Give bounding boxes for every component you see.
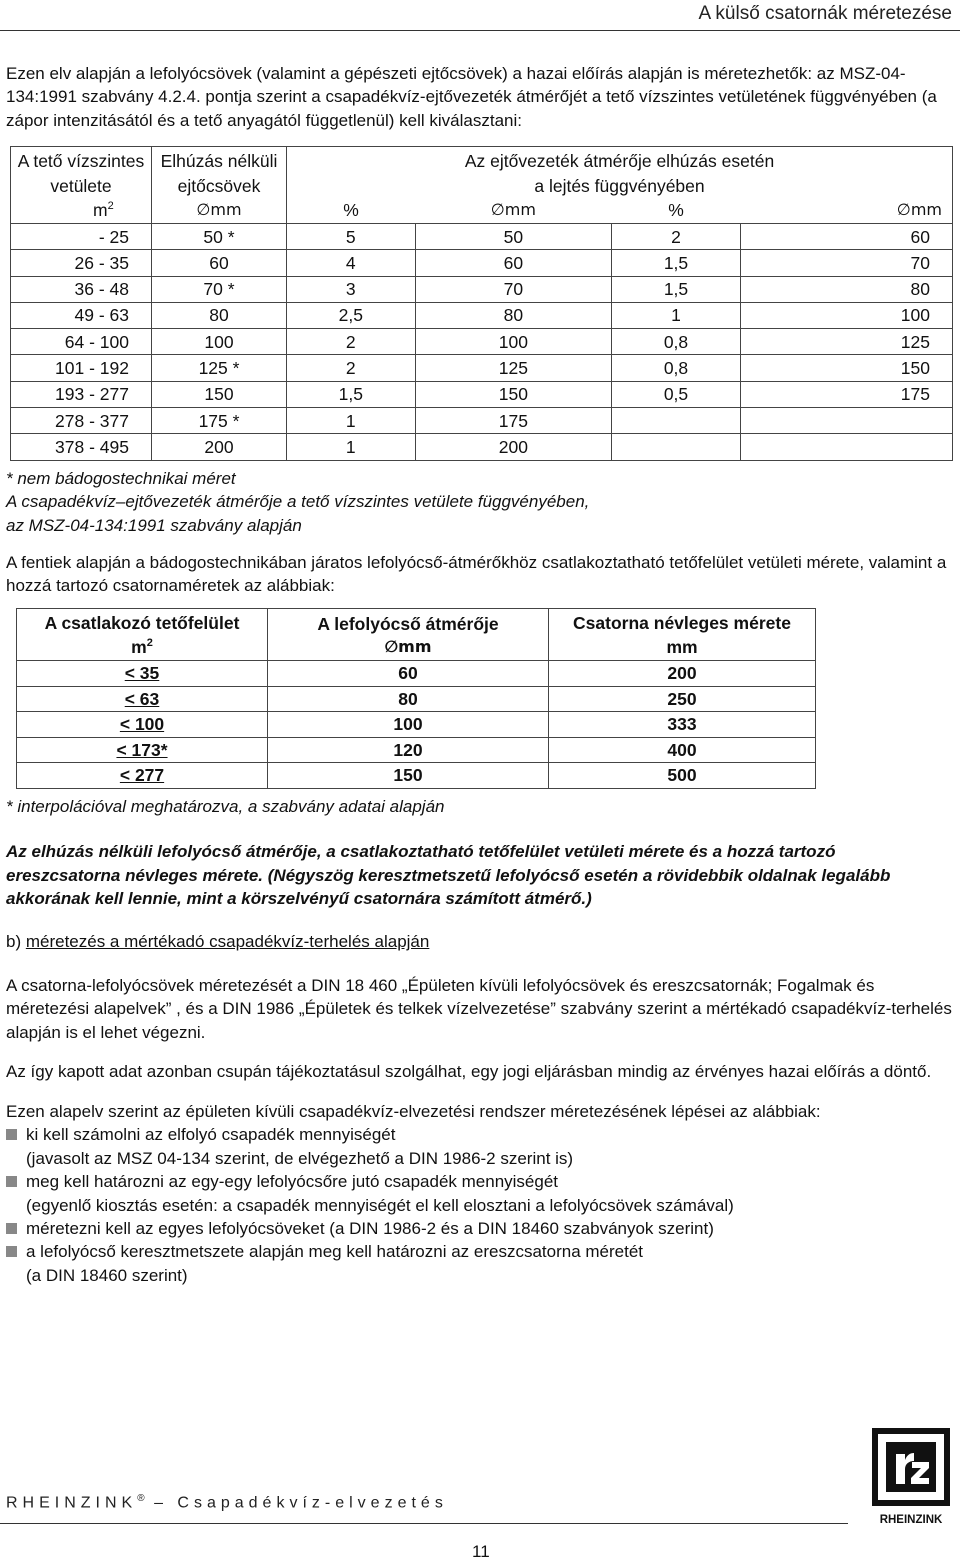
table2-cell: 100 [268, 712, 549, 738]
table-row [11, 434, 953, 460]
table-row [17, 763, 816, 789]
table1-unit-area: $m^2$ [11, 198, 152, 224]
table1-cell: 150 [740, 355, 952, 381]
table1-caption-line1: A csapadékvíz–ejtővezeték átmérője a tető vízszintes vetülete függvényében, [6, 492, 590, 512]
table2-cell: 60 [268, 661, 549, 687]
square-bullet-icon [6, 1129, 17, 1140]
table2-head-unit: $m^2$ [131, 637, 153, 658]
table1-cell: 100 [415, 329, 612, 355]
table1-head-offset-line1: Az ejtővezeték átmérője elhúzás esetén [464, 151, 775, 172]
table-row [11, 250, 953, 276]
table2-cell: 400 [549, 737, 816, 763]
table2-cell: 120 [268, 737, 549, 763]
table1-cell [740, 408, 952, 434]
registered-mark: ® [137, 1493, 145, 1504]
step-text: méretezni kell az egyes lefolyócsöveket (a DIN 1986-2 és a DIN 18460 szabványok szerint) [26, 1219, 714, 1238]
step-text: ki kell számolni az elfolyó csapadék mennyiségét [26, 1125, 396, 1145]
table1-cell: 50 [415, 223, 612, 249]
table1-cell: 150 [415, 381, 612, 407]
table1-cell: 36 - 48 [11, 276, 152, 302]
table2-head-text: Csatorna névleges mérete [573, 612, 791, 633]
table1-head-roof-projection: A tető vízszintes vetülete [11, 147, 152, 198]
footer-brand-name: RHEINZINK [6, 1494, 138, 1512]
table1-head-offset [287, 147, 953, 198]
section-b-heading [6, 930, 952, 953]
table1-cell [740, 434, 952, 460]
section-b-title: méretezés a mértékadó csapadékvíz-terhelés alapján [25, 932, 430, 952]
table1-cell: 200 [152, 434, 287, 460]
table2-head-pipe [268, 608, 549, 660]
table1-cell: 49 - 63 [11, 302, 152, 328]
table1-head-no-offset: Elhúzás nélküli ejtőcsövek [152, 147, 287, 198]
table2-head-area [17, 608, 268, 660]
table1-cell: 60 [152, 250, 287, 276]
table2-cell: < 100 [17, 712, 268, 738]
para-roof-area: A fentiek alapján a bádogostechnikában járatos lefolyócső-átmérőkhöz csatlakoztatható tetőfelület vetületi mérete, valamint a hozzá tartozó csatornaméretek az alábbiak: [6, 552, 947, 596]
step-text: meg kell határozni az egy-egy lefolyócsőre jutó csapadék mennyiségét [26, 1172, 559, 1192]
table2-head-unit: mm [666, 637, 698, 658]
table1-cell: 1,5 [612, 276, 741, 302]
table1-unit: % [287, 198, 416, 224]
table1-cell: 60 [415, 250, 612, 276]
step-note: (javasolt az MSZ 04-134 szerint, de elvégezhető a DIN 1986-2 szerint is) [26, 1148, 574, 1168]
table2-head-unit: ∅mm [384, 637, 432, 657]
table2-cell: 80 [268, 686, 549, 712]
intro-paragraph: Ezen elv alapján a lefolyócsövek (valamint a gépészeti ejtőcsövek) a hazai előírás alapján is méretezhetők: az MSZ-04-134:1991 szabvány 4.2.4. pontja szerint a csapadékvíz-ejtővezeték átmérőjét a tető vízszintes vetületének függvényében (a zápor intenzitásától és a tető anyagától függetlenül) kell kiválasztani: [6, 64, 937, 130]
table-row [11, 408, 953, 434]
table2-cell: < 63 [17, 686, 268, 712]
list-item [6, 1170, 952, 1217]
table2-cell: 200 [549, 661, 816, 687]
logo-brand-text: RHEINZINK [879, 1514, 943, 1527]
table2-head-text: A csatlakozó tetőfelület [44, 612, 240, 633]
table1-cell: 70 [415, 276, 612, 302]
table1-cell [612, 434, 741, 460]
table1-cell: 175 * [152, 408, 287, 434]
table-row [11, 302, 953, 328]
para-steps-intro: Ezen alapelv szerint az épületen kívüli csapadékvíz-elvezetési rendszer méretezésének lépései az alábbiak: [6, 1101, 821, 1121]
rheinzink-logo [872, 1428, 950, 1529]
bold-summary-paragraph: Az elhúzás nélküli lefolyócső átmérője, a csatlakoztatható tetőfelület vetületi mérete és a hozzá tartozó ereszcsatorna névleges mérete. (Négyszög keresztmetszetű lefolyócső esetén a rövidebbik oldalnak legalább akkorának kell lennie, mint a körszelvényű csatornára számított átmérő.) [6, 842, 891, 909]
rheinzink-logo-icon [872, 1428, 950, 1506]
list-item [6, 1240, 952, 1287]
table2-cell: 333 [549, 712, 816, 738]
table1-cell: 50 * [152, 223, 287, 249]
table-row [11, 223, 953, 249]
table2-head-text: A lefolyócső átmérője [317, 613, 499, 634]
table1-cell: 5 [287, 223, 416, 249]
page-header [0, 0, 960, 31]
table1-cell: 1,5 [287, 381, 416, 407]
table-row [11, 276, 953, 302]
list-item [6, 1123, 952, 1170]
table2-cell: < 35 [17, 661, 268, 687]
table1-cell: 70 [740, 250, 952, 276]
table1-cell: 80 [740, 276, 952, 302]
table1-unit: % [612, 198, 741, 224]
table2-footnote: * interpolációval meghatározva, a szabvány adatai alapján [6, 796, 445, 816]
square-bullet-icon [6, 1223, 17, 1234]
table2-cell: 500 [549, 763, 816, 789]
table1-cell: 1 [287, 408, 416, 434]
table1-cell: 2 [287, 355, 416, 381]
step-note: (egyenlő kiosztás esetén: a csapadék mennyiségét el kell elosztani a lefolyócsövek számával) [26, 1195, 734, 1215]
table-row [17, 712, 816, 738]
table1-cell: 26 - 35 [11, 250, 152, 276]
table1-cell: 0,8 [612, 355, 741, 381]
downpipe-diameter-table [10, 146, 953, 460]
square-bullet-icon [6, 1246, 17, 1257]
table2-cell: < 173* [17, 737, 268, 763]
square-bullet-icon [6, 1176, 17, 1187]
table1-head-offset-line2: a lejtés függvényében [534, 175, 705, 196]
table1-cell: 1,5 [612, 250, 741, 276]
table-row [17, 661, 816, 687]
table1-cell: 2,5 [287, 302, 416, 328]
footer-brand [6, 1492, 448, 1514]
table1-cell: 80 [415, 302, 612, 328]
table1-cell: 64 - 100 [11, 329, 152, 355]
table1-cell: 125 * [152, 355, 287, 381]
table1-cell: 125 [415, 355, 612, 381]
table-row [11, 329, 953, 355]
table2-cell: 250 [549, 686, 816, 712]
page-number: 11 [472, 1542, 490, 1561]
page-content [6, 62, 952, 1287]
table1-cell: 80 [152, 302, 287, 328]
table1-unit: ∅mm [415, 198, 612, 224]
table2-cell: < 277 [17, 763, 268, 789]
list-item [6, 1217, 952, 1240]
table-row [17, 737, 816, 763]
table1-caption-line2: az MSZ-04-134:1991 szabvány alapján [6, 515, 302, 535]
table1-cell: 2 [612, 223, 741, 249]
table1-unit: ∅mm [152, 198, 287, 224]
table1-cell: 0,5 [612, 381, 741, 407]
table1-cell: 3 [287, 276, 416, 302]
table1-cell: - 25 [11, 223, 152, 249]
table1-unit: ∅mm [740, 198, 952, 224]
table1-cell: 175 [415, 408, 612, 434]
footer-section-title: – Csapadékvíz-elvezetés [154, 1494, 448, 1512]
table1-cell: 4 [287, 250, 416, 276]
table1-cell: 193 - 277 [11, 381, 152, 407]
table1-cell: 175 [740, 381, 952, 407]
table2-head-gutter [549, 608, 816, 660]
step-text: a lefolyócső keresztmetszete alapján meg kell határozni az ereszcsatorna méretét [26, 1242, 644, 1262]
steps-list [6, 1123, 952, 1287]
table1-cell: 60 [740, 223, 952, 249]
table1-cell: 2 [287, 329, 416, 355]
table1-cell: 100 [152, 329, 287, 355]
table1-cell: 125 [740, 329, 952, 355]
table1-cell: 200 [415, 434, 612, 460]
table-row [11, 355, 953, 381]
section-b-prefix: b) [6, 932, 26, 952]
table1-cell: 70 * [152, 276, 287, 302]
para-din-standards: A csatorna-lefolyócsövek méretezését a DIN 18 460 „Épületen kívüli lefolyócsövek és ereszcsatornák; Fogalmak és méretezési alapelvek” , és a DIN 1986 „Épületek és telkek vízelvezetése” szabvány szerint a mértékadó csapadékvíz-terhelés alapján is el lehet végezni. [6, 975, 952, 1042]
gutter-size-table [16, 608, 816, 789]
footer-rule [0, 1523, 848, 1524]
table1-cell: 378 - 495 [11, 434, 152, 460]
footnote-nonstandard: * nem bádogostechnikai méret [6, 468, 236, 488]
step-note: (a DIN 18460 szerint) [26, 1265, 188, 1285]
table1-footnote [6, 467, 952, 537]
table-row [17, 686, 816, 712]
table1-cell: 101 - 192 [11, 355, 152, 381]
table1-cell [612, 408, 741, 434]
table1-cell: 150 [152, 381, 287, 407]
table1-cell: 100 [740, 302, 952, 328]
table2-cell: 150 [268, 763, 549, 789]
table1-cell: 1 [612, 302, 741, 328]
table1-cell: 278 - 377 [11, 408, 152, 434]
para-informative: Az így kapott adat azonban csupán tájékoztatásul szolgálhat, egy jogi eljárásban mindig az érvényes hazai előírás a döntő. [6, 1062, 932, 1082]
table-row [11, 381, 953, 407]
table1-cell: 0,8 [612, 329, 741, 355]
header-title: A külső csatornák méretezése [698, 3, 952, 24]
table1-cell: 1 [287, 434, 416, 460]
